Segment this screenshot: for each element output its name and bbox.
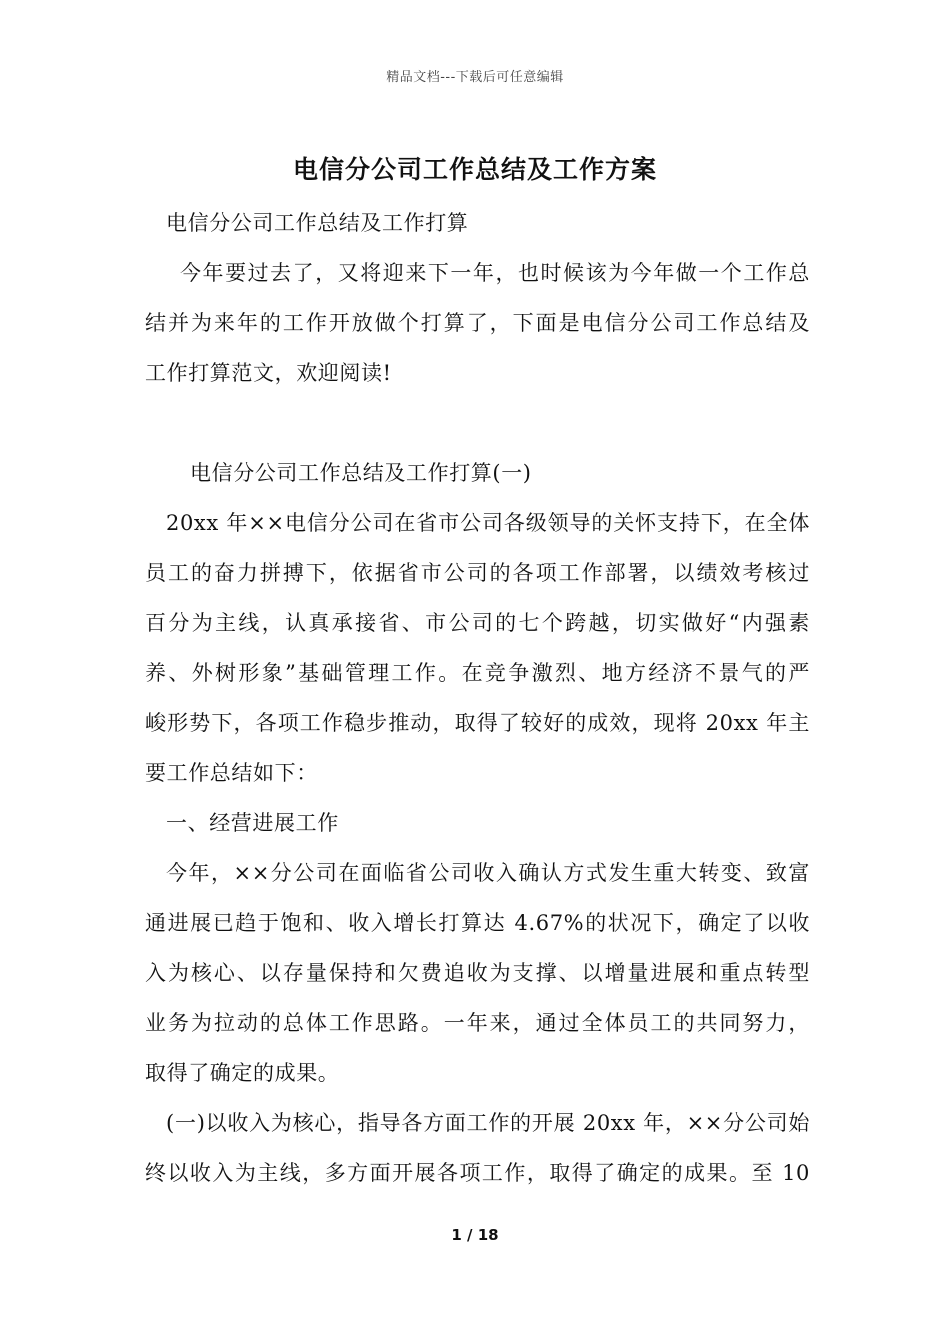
paragraph-line: 取得了确定的成果。 [145, 1061, 340, 1085]
section-heading: 一、经营进展工作 [166, 811, 339, 835]
subtitle-line: 电信分公司工作总结及工作打算 [166, 211, 469, 235]
header-note: 精品文档---下载后可任意编辑 [386, 70, 564, 85]
paragraph-line: 入为核心、以存量保持和欠费追收为支撑、以增量进展和重点转型 [145, 961, 810, 985]
paragraph-line: 今年，××分公司在面临省公司收入确认方式发生重大转变、致富 [166, 861, 810, 885]
paragraph-line: 20xx 年××电信分公司在省市公司各级领导的关怀支持下，在全体 [166, 511, 810, 535]
paragraph-line: 今年要过去了，又将迎来下一年，也时候该为今年做一个工作总 [180, 261, 810, 285]
paragraph-line: 百分为主线，认真承接省、市公司的七个跨越，切实做好“内强素 [145, 611, 810, 635]
paragraph-line: 要工作总结如下： [145, 761, 318, 785]
section-heading: 电信分公司工作总结及工作打算(一) [190, 461, 532, 485]
paragraph-line: 通进展已趋于饱和、收入增长打算达 4.67%的状况下，确定了以收 [145, 911, 810, 935]
document-title: 电信分公司工作总结及工作方案 [292, 155, 657, 184]
paragraph-line: 结并为来年的工作开放做个打算了，下面是电信分公司工作总结及 [145, 311, 810, 335]
paragraph-line: 峻形势下，各项工作稳步推动，取得了较好的成效，现将 20xx 年主 [145, 711, 810, 735]
document-body [145, 198, 810, 1198]
blank-line [145, 398, 810, 448]
paragraph-line: 业务为拉动的总体工作思路。一年来，通过全体员工的共同努力， [145, 1011, 810, 1035]
paragraph-line: 终以收入为主线，多方面开展各项工作，取得了确定的成果。至 10 [145, 1161, 810, 1185]
paragraph-line: (一)以收入为核心，指导各方面工作的开展 20xx 年，××分公司始 [166, 1111, 810, 1135]
paragraph-line: 工作打算范文，欢迎阅读! [145, 361, 392, 385]
paragraph-line: 养、外树形象”基础管理工作。在竞争激烈、地方经济不景气的严 [145, 661, 810, 685]
page-number: 1 / 18 [451, 1226, 499, 1244]
paragraph-line: 员工的奋力拼搏下，依据省市公司的各项工作部署，以绩效考核过 [145, 561, 810, 585]
